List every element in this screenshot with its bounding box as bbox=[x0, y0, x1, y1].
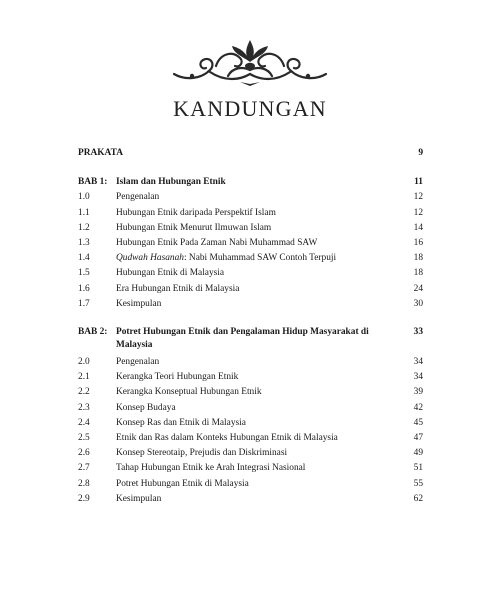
toc-entry-row bbox=[78, 461, 423, 476]
toc-entry-row bbox=[78, 446, 423, 461]
toc-title: Konsep Ras dan Etnik di Malaysia bbox=[116, 417, 246, 428]
toc-entry-row bbox=[78, 236, 423, 251]
toc-number: 2.8 bbox=[78, 478, 90, 489]
toc-entry-row bbox=[78, 416, 423, 431]
toc-number: PRAKATA bbox=[78, 148, 123, 158]
toc-number: 2.9 bbox=[78, 493, 90, 504]
toc-title: Pengenalan bbox=[116, 357, 160, 368]
toc-page-number: 30 bbox=[413, 298, 423, 309]
toc-entry-row bbox=[78, 190, 423, 205]
toc-page-number: 42 bbox=[413, 402, 423, 413]
toc-number: BAB 1: bbox=[78, 177, 108, 188]
toc-entry-row bbox=[78, 221, 423, 236]
toc-page-number: 51 bbox=[413, 463, 423, 474]
toc-page-number: 18 bbox=[413, 253, 423, 264]
toc-title: Potret Hubungan Etnik dan Pengalaman Hidup Masyarakat di Malaysia bbox=[116, 327, 369, 351]
toc-title: Kesimpulan bbox=[116, 298, 162, 309]
toc-entry-row bbox=[78, 370, 423, 385]
toc-title: Kerangka Teori Hubungan Etnik bbox=[116, 372, 239, 383]
toc-title: Pengenalan bbox=[116, 192, 160, 203]
toc-entry-row bbox=[78, 431, 423, 446]
toc-entry-row bbox=[78, 266, 423, 281]
toc-page-number: 49 bbox=[413, 448, 423, 459]
toc-title bbox=[116, 251, 395, 266]
toc-page-number: 14 bbox=[413, 222, 423, 233]
toc-page-number: 34 bbox=[413, 357, 423, 368]
toc-title-italic: Qudwah Hasanah bbox=[116, 253, 184, 264]
toc-number: 1.1 bbox=[78, 207, 90, 218]
toc-entry-row bbox=[78, 492, 423, 507]
toc-number: 2.5 bbox=[78, 433, 90, 444]
toc-page-number: 24 bbox=[413, 283, 423, 294]
toc-title: Hubungan Etnik daripada Perspektif Islam bbox=[116, 207, 276, 218]
toc-page-number: 34 bbox=[413, 372, 423, 383]
toc-page-number: 18 bbox=[413, 268, 423, 279]
toc-title: Konsep Stereotaip, Prejudis dan Diskriminasi bbox=[116, 448, 288, 459]
toc-number: 2.3 bbox=[78, 402, 90, 413]
toc-number: 1.6 bbox=[78, 283, 90, 294]
toc-entry-row bbox=[78, 477, 423, 492]
toc-title: Hubungan Etnik Pada Zaman Nabi Muhammad SAW bbox=[116, 238, 318, 249]
toc-entry-row bbox=[78, 206, 423, 221]
toc-number: 2.1 bbox=[78, 372, 90, 383]
toc-number: 2.6 bbox=[78, 448, 90, 459]
toc-page-number: 55 bbox=[413, 478, 423, 489]
toc-page-number: 12 bbox=[413, 207, 423, 218]
toc-chapter-row bbox=[78, 146, 423, 161]
toc-chapter-row bbox=[78, 326, 423, 352]
floral-ornament-icon bbox=[170, 36, 330, 88]
toc-entry-row bbox=[78, 401, 423, 416]
toc-number: 1.3 bbox=[78, 238, 90, 249]
toc-number: 2.4 bbox=[78, 417, 90, 428]
toc-page-number: 47 bbox=[413, 433, 423, 444]
toc-title: Hubungan Etnik di Malaysia bbox=[116, 268, 225, 279]
toc-number: 2.2 bbox=[78, 387, 90, 398]
toc-title: Potret Hubungan Etnik di Malaysia bbox=[116, 478, 249, 489]
toc-page-number: 9 bbox=[418, 148, 423, 158]
toc-number: 2.7 bbox=[78, 463, 90, 474]
toc-number: 1.4 bbox=[78, 253, 90, 264]
toc-chapter-row bbox=[78, 175, 423, 190]
table-of-contents bbox=[78, 146, 423, 507]
toc-number: 1.7 bbox=[78, 298, 90, 309]
toc-title: Kesimpulan bbox=[116, 493, 162, 504]
toc-page-number: 62 bbox=[413, 493, 423, 504]
toc-entry-row bbox=[78, 282, 423, 297]
toc-number: 2.0 bbox=[78, 357, 90, 368]
toc-title: Konsep Budaya bbox=[116, 402, 176, 413]
toc-number: 1.5 bbox=[78, 268, 90, 279]
toc-page-number: 33 bbox=[413, 327, 423, 338]
toc-page-number: 11 bbox=[414, 177, 423, 188]
toc-title-rest: : Nabi Muhammad SAW Contoh Terpuji bbox=[183, 253, 337, 264]
toc-title: Kerangka Konseptual Hubungan Etnik bbox=[116, 387, 262, 398]
toc-page-number: 45 bbox=[413, 417, 423, 428]
toc-entry-row bbox=[78, 355, 423, 370]
toc-entry-row bbox=[78, 385, 423, 400]
toc-page-number: 39 bbox=[413, 387, 423, 398]
toc-number: 1.0 bbox=[78, 192, 90, 203]
toc-number: BAB 2: bbox=[78, 327, 108, 338]
toc-entry-row bbox=[78, 297, 423, 312]
toc-page-number: 12 bbox=[413, 192, 423, 203]
toc-number: 1.2 bbox=[78, 222, 90, 233]
toc-title: Etnik dan Ras dalam Konteks Hubungan Etnik di Malaysia bbox=[116, 433, 338, 444]
toc-title: Tahap Hubungan Etnik ke Arah Integrasi Nasional bbox=[116, 463, 306, 474]
toc-title: Era Hubungan Etnik di Malaysia bbox=[116, 283, 240, 294]
toc-entry-row bbox=[78, 251, 423, 266]
toc-title: Islam dan Hubungan Etnik bbox=[116, 177, 226, 188]
toc-title: Hubungan Etnik Menurut Ilmuwan Islam bbox=[116, 222, 272, 233]
toc-page-number: 16 bbox=[413, 238, 423, 249]
page-title: KANDUNGAN bbox=[173, 96, 327, 121]
